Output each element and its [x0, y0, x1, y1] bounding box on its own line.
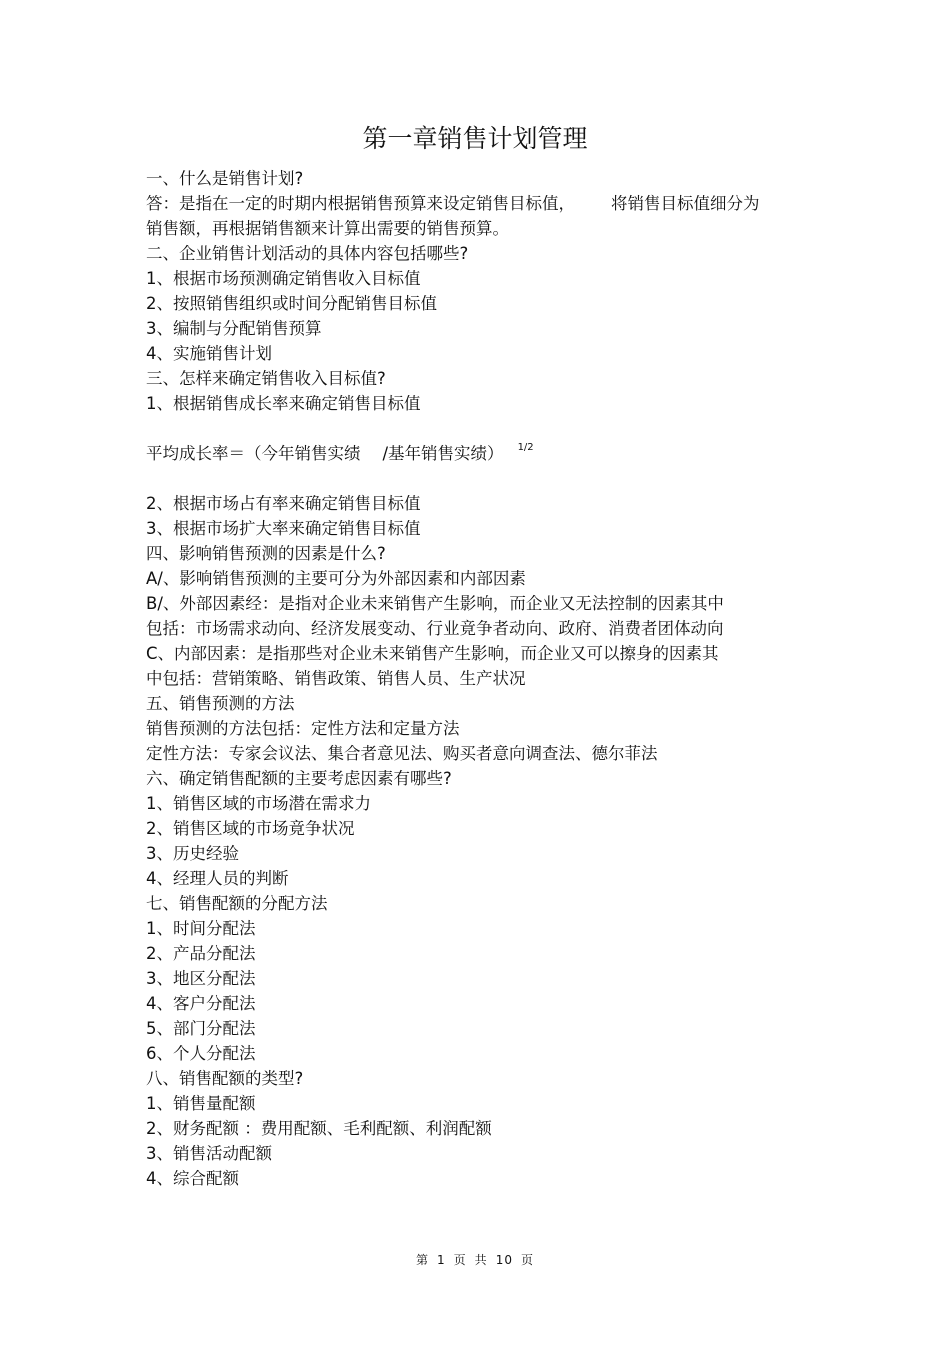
list-item: 6、个人分配法 — [146, 1044, 256, 1063]
list-item: 5、部门分配法 — [146, 1019, 256, 1038]
footer-word-gong: 共 — [474, 1253, 488, 1267]
formula-exponent: 1/2 — [517, 442, 534, 453]
answer-1-line-2: 销售额，再根据销售额来计算出需要的销售预算。 — [146, 219, 509, 238]
list-item: 4、实施销售计划 — [146, 344, 272, 363]
paragraph-line: 定性方法：专家会议法、集合者意见法、购买者意向调查法、德尔菲法 — [146, 744, 658, 763]
section-heading: 五、销售预测的方法 — [146, 694, 295, 713]
list-item: 4、综合配额 — [146, 1169, 239, 1188]
question-6: 六、确定销售配额的主要考虑因素有哪些? — [146, 769, 452, 788]
answer-1-line-1 — [146, 193, 760, 215]
answer-1-part-a: 答：是指在一定的时期内根据销售预算来设定销售目标值， — [146, 194, 575, 213]
footer-total-pages: 10 — [495, 1253, 513, 1267]
list-item: 1、根据市场预测确定销售收入目标值 — [146, 269, 421, 288]
list-item: 3、历史经验 — [146, 844, 239, 863]
paragraph-line: B/、外部因素经：是指对企业未来销售产生影响，而企业又无法控制的因素其中 — [146, 594, 724, 613]
footer-word-ye-2: 页 — [520, 1253, 534, 1267]
list-item: 4、经理人员的判断 — [146, 869, 289, 888]
section-heading: 七、销售配额的分配方法 — [146, 894, 328, 913]
page-footer — [0, 1251, 950, 1269]
formula-part-a: 平均成长率＝（今年销售实绩 — [146, 444, 361, 463]
answer-1-part-b: 将销售目标值细分为 — [611, 194, 760, 213]
question-1: 一、什么是销售计划? — [146, 169, 304, 188]
paragraph-line: 销售预测的方法包括：定性方法和定量方法 — [146, 719, 460, 738]
question-4: 四、影响销售预测的因素是什么? — [146, 544, 386, 563]
question-8: 八、销售配额的类型? — [146, 1069, 304, 1088]
list-item: 2、根据市场占有率来确定销售目标值 — [146, 494, 421, 513]
list-item: 3、销售活动配额 — [146, 1144, 272, 1163]
list-item: 2、销售区域的市场竟争状况 — [146, 819, 355, 838]
list-item: 2、按照销售组织或时间分配销售目标值 — [146, 294, 437, 313]
paragraph-line: 中包括：营销策略、销售政策、销售人员、生产状况 — [146, 669, 526, 688]
page-title: 第一章销售计划管理 — [362, 124, 588, 153]
list-item: 2、产品分配法 — [146, 944, 256, 963]
paragraph-line: C、内部因素：是指那些对企业未来销售产生影响，而企业又可以擦身的因素其 — [146, 644, 719, 663]
list-item: 1、销售量配额 — [146, 1094, 256, 1113]
list-item: 1、根据销售成长率来确定销售目标值 — [146, 394, 421, 413]
formula-part-b: /基年销售实绩） — [382, 444, 504, 463]
list-item: 3、编制与分配销售预算 — [146, 319, 322, 338]
question-3: 三、怎样来确定销售收入目标值? — [146, 369, 386, 388]
paragraph-line: 包括：市场需求动向、经济发展变动、行业竟争者动向、政府、消费者团体动向 — [146, 619, 724, 638]
list-item: 3、地区分配法 — [146, 969, 256, 988]
growth-rate-formula — [146, 443, 534, 465]
list-item: 1、时间分配法 — [146, 919, 256, 938]
footer-word-ye: 页 — [453, 1253, 467, 1267]
list-item: 3、根据市场扩大率来确定销售目标值 — [146, 519, 421, 538]
paragraph-line: A/、影响销售预测的主要可分为外部因素和内部因素 — [146, 569, 526, 588]
list-item: 4、客户分配法 — [146, 994, 256, 1013]
footer-word-di: 第 — [416, 1253, 430, 1267]
footer-page-number: 1 — [437, 1253, 446, 1267]
list-item: 1、销售区域的市场潜在需求力 — [146, 794, 371, 813]
question-2: 二、企业销售计划活动的具体内容包括哪些? — [146, 244, 469, 263]
list-item: 2、财务配额 ：费用配额、毛利配额、利润配额 — [146, 1119, 492, 1138]
